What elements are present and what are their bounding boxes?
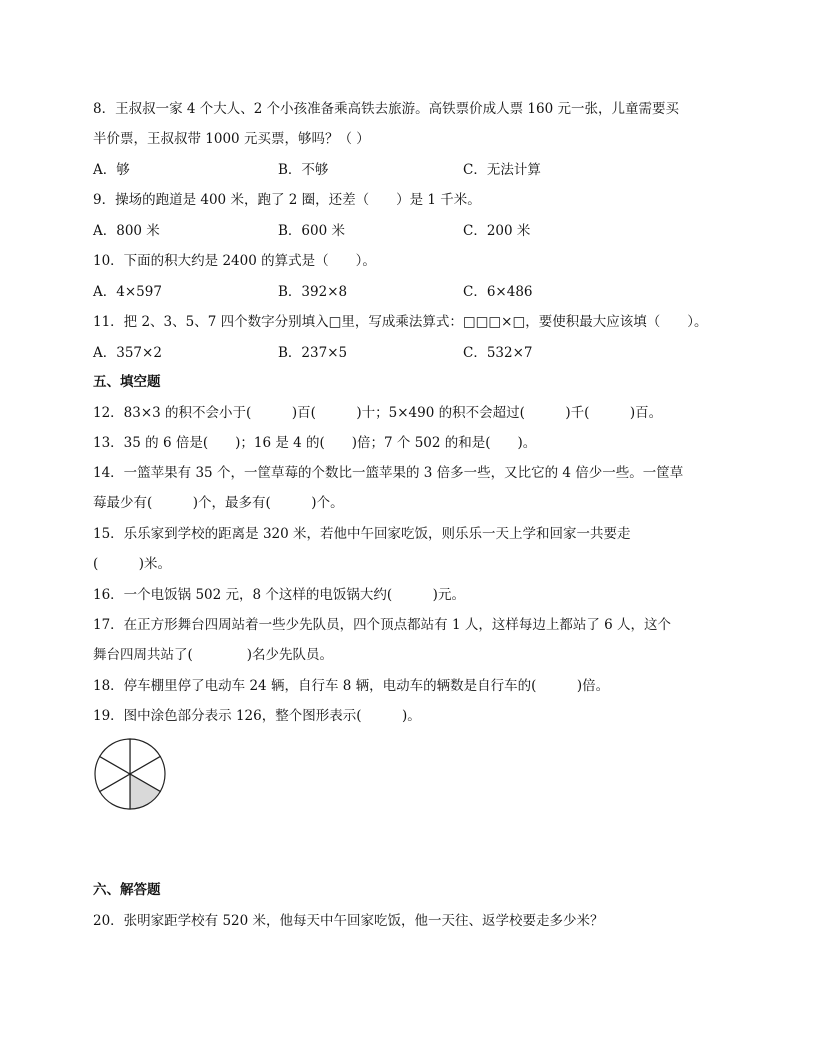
question-16: 16．一个电饭锅 502 元，8 个这样的电饭锅大约( )元。 [93, 587, 465, 603]
question-20: 20．张明家距学校有 520 米，他每天中午回家吃饭，他一天往、返学校要走多少米？ [93, 913, 604, 929]
question-8-line-2: 半价票，王叔叔带 1000 元买票，够吗？（ ） [93, 131, 370, 147]
option-c: C．无法计算 [463, 162, 541, 178]
question-11: 11．把 2、3、5、7 四个数字分别填入□里，写成乘法算式：□□□×□，要使积最大应该填（ ）。 [93, 314, 708, 330]
option-a: A．4×597 [93, 284, 162, 300]
circle-figure [93, 737, 167, 811]
question-17-line-1: 17．在正方形舞台四周站着一些少先队员，四个顶点都站有 1 人，这样每边上都站了 6 人，这个 [93, 617, 672, 633]
question-10-options [93, 282, 713, 302]
question-14-line-2: 莓最少有( )个，最多有( )个。 [93, 495, 344, 511]
question-15-line-2: ( )米。 [93, 556, 172, 572]
option-c: C．200 米 [463, 223, 531, 239]
question-12: 12．83×3 的积不会小于( )百( )十；5×490 的积不会超过( )千( )百。 [93, 405, 663, 421]
option-a: A．够 [93, 162, 130, 178]
option-b: B．392×8 [278, 284, 348, 300]
section-heading-word-problems: 六、解答题 [93, 882, 161, 898]
question-13: 13．35 的 6 倍是( )；16 是 4 的( )倍；7 个 502 的和是( )。 [93, 435, 537, 451]
question-8-options [93, 160, 713, 180]
question-17-line-2: 舞台四周共站了( )名少先队员。 [93, 647, 334, 663]
question-8-line-1: 8．王叔叔一家 4 个大人、2 个小孩准备乘高铁去旅游。高铁票价成人票 160 元一张，儿童需要买 [93, 101, 679, 117]
question-9: 9．操场的跑道是 400 米，跑了 2 圈，还差（ ）是 1 千米。 [93, 192, 481, 208]
question-9-options [93, 221, 713, 241]
option-a: A．800 米 [93, 223, 160, 239]
section-heading-fill-in: 五、填空题 [93, 374, 161, 390]
question-19: 19．图中涂色部分表示 126，整个图形表示( )。 [93, 708, 421, 724]
question-14-line-1: 14．一篮苹果有 35 个，一筐草莓的个数比一篮苹果的 3 倍多一些，又比它的 4 倍少一些。一筐草 [93, 465, 684, 481]
question-18: 18．停车棚里停了电动车 24 辆，自行车 8 辆，电动车的辆数是自行车的( )倍。 [93, 678, 610, 694]
option-a: A．357×2 [93, 345, 162, 361]
option-b: B．600 米 [278, 223, 345, 239]
option-b: B．不够 [278, 162, 329, 178]
question-15-line-1: 15．乐乐家到学校的距离是 320 米，若他中午回家吃饭，则乐乐一天上学和回家一共要走 [93, 526, 631, 542]
option-c: C．6×486 [463, 284, 533, 300]
question-10: 10．下面的积大约是 2400 的算式是（ ）。 [93, 253, 376, 269]
question-11-options [93, 343, 713, 363]
option-b: B．237×5 [278, 345, 348, 361]
option-c: C．532×7 [463, 345, 533, 361]
